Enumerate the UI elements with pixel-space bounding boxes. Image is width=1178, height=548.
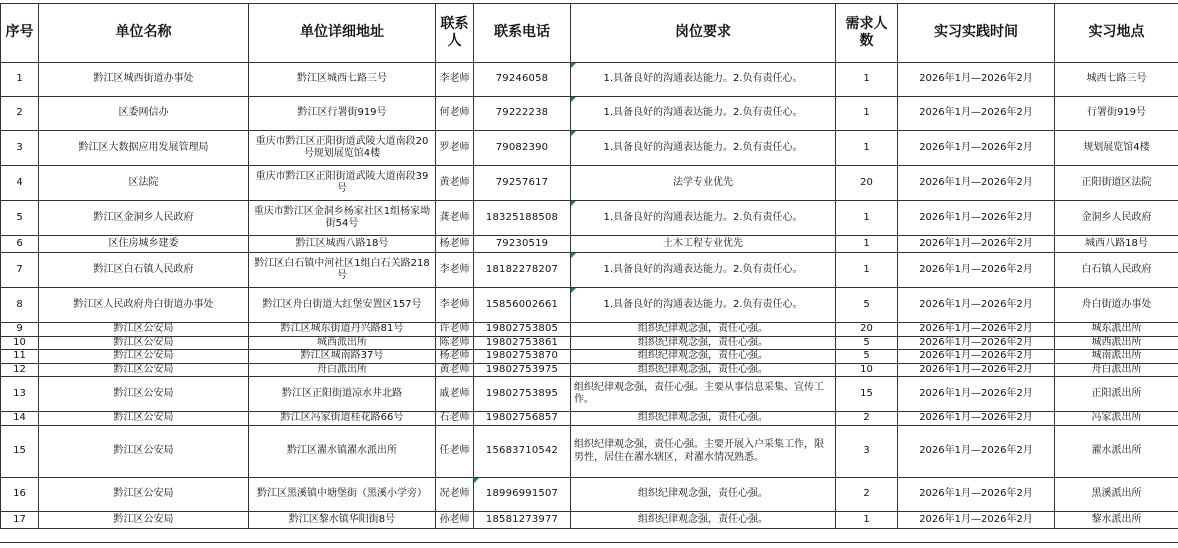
cell-address: 舟白派出所 [249, 363, 436, 377]
cell-address: 城西派出所 [249, 336, 436, 350]
cell-phone: 15856002661 [474, 288, 571, 323]
cell-contact: 李老师 [436, 63, 474, 97]
cell-place: 濯水派出所 [1055, 426, 1178, 478]
cell-phone: 19802753975 [474, 363, 571, 377]
cell-requirement: 1.具备良好的沟通表达能力。2.负有责任心。 [571, 131, 836, 166]
cell-phone: 79222238 [474, 97, 571, 131]
cell-seq: 3 [1, 131, 39, 166]
cell-place: 正阳派出所 [1055, 377, 1178, 412]
table-row [1, 323, 1178, 337]
cell-requirement: 组织纪律观念强，责任心强。主要开展入户采集工作，限男性，居住在濯水辖区，对濯水情况熟悉。 [571, 426, 836, 478]
cell-place: 行署街919号 [1055, 97, 1178, 131]
cell-phone: 79082390 [474, 131, 571, 166]
cell-requirement: 土木工程专业优先 [571, 236, 836, 253]
partial-next-row [0, 542, 1178, 548]
cell-seq: 13 [1, 377, 39, 412]
cell-unit: 黔江区公安局 [39, 323, 249, 337]
cell-address: 重庆市黔江区正阳街道武陵大道南段39号 [249, 166, 436, 201]
table-row [1, 350, 1178, 364]
cell-count: 2 [836, 478, 898, 512]
cell-requirement: 组织纪律观念强，责任心强。 [571, 350, 836, 364]
cell-contact: 杨老师 [436, 236, 474, 253]
internship-table [0, 3, 1178, 529]
cell-requirement: 组织纪律观念强，责任心强。 [571, 323, 836, 337]
cell-place: 正阳街道区法院 [1055, 166, 1178, 201]
cell-seq: 17 [1, 512, 39, 529]
header-count: 需求人数 [836, 4, 898, 63]
cell-seq: 4 [1, 166, 39, 201]
cell-place: 城西派出所 [1055, 336, 1178, 350]
table-row [1, 412, 1178, 426]
header-seq: 序号 [1, 4, 39, 63]
table-row [1, 512, 1178, 529]
cell-address: 黔江区黎水镇华阳街8号 [249, 512, 436, 529]
cell-unit: 黔江区公安局 [39, 377, 249, 412]
header-requirement: 岗位要求 [571, 4, 836, 63]
header-unit: 单位名称 [39, 4, 249, 63]
cell-contact: 罗老师 [436, 131, 474, 166]
cell-period: 2026年1月—2026年2月 [898, 288, 1055, 323]
cell-seq: 8 [1, 288, 39, 323]
cell-seq: 1 [1, 63, 39, 97]
cell-phone: 18996991507 [474, 478, 571, 512]
cell-address: 黔江区白石镇中河社区1组白石关路218号 [249, 253, 436, 288]
cell-address: 黔江区城西八路18号 [249, 236, 436, 253]
cell-contact: 况老师 [436, 478, 474, 512]
cell-contact: 黄老师 [436, 166, 474, 201]
cell-count: 5 [836, 336, 898, 350]
cell-unit: 区法院 [39, 166, 249, 201]
cell-count: 10 [836, 363, 898, 377]
header-address: 单位详细地址 [249, 4, 436, 63]
table-row [1, 166, 1178, 201]
cell-place: 舟白派出所 [1055, 363, 1178, 377]
cell-seq: 7 [1, 253, 39, 288]
cell-requirement: 1.具备良好的沟通表达能力。2.负有责任心。 [571, 63, 836, 97]
cell-place: 规划展览馆4楼 [1055, 131, 1178, 166]
cell-address: 黔江区城西七路三号 [249, 63, 436, 97]
header-row [1, 4, 1178, 63]
table-row [1, 201, 1178, 236]
cell-contact: 杨老师 [436, 350, 474, 364]
cell-count: 20 [836, 323, 898, 337]
cell-seq: 9 [1, 323, 39, 337]
cell-count: 1 [836, 253, 898, 288]
cell-contact: 任老师 [436, 426, 474, 478]
cell-phone: 18581273977 [474, 512, 571, 529]
header-phone: 联系电话 [474, 4, 571, 63]
cell-requirement: 1.具备良好的沟通表达能力。2.负有责任心。 [571, 253, 836, 288]
cell-count: 1 [836, 97, 898, 131]
cell-place: 金洞乡人民政府 [1055, 201, 1178, 236]
cell-place: 城西八路18号 [1055, 236, 1178, 253]
cell-unit: 黔江区城西街道办事处 [39, 63, 249, 97]
header-place: 实习地点 [1055, 4, 1178, 63]
cell-address: 黔江区濯水镇濯水派出所 [249, 426, 436, 478]
cell-count: 3 [836, 426, 898, 478]
cell-requirement: 1.具备良好的沟通表达能力。2.负有责任心。 [571, 288, 836, 323]
table-row [1, 336, 1178, 350]
cell-address: 重庆市黔江区正阳街道武陵大道南段20号规划展览馆4楼 [249, 131, 436, 166]
cell-contact: 何老师 [436, 97, 474, 131]
cell-unit: 黔江区金洞乡人民政府 [39, 201, 249, 236]
cell-contact: 许老师 [436, 323, 474, 337]
cell-seq: 10 [1, 336, 39, 350]
cell-contact: 李老师 [436, 253, 474, 288]
cell-place: 冯家派出所 [1055, 412, 1178, 426]
cell-phone: 79230519 [474, 236, 571, 253]
cell-seq: 6 [1, 236, 39, 253]
cell-contact: 戚老师 [436, 377, 474, 412]
table-row [1, 97, 1178, 131]
table-row [1, 478, 1178, 512]
table-row [1, 253, 1178, 288]
cell-phone: 15683710542 [474, 426, 571, 478]
cell-unit: 黔江区白石镇人民政府 [39, 253, 249, 288]
cell-period: 2026年1月—2026年2月 [898, 363, 1055, 377]
cell-count: 1 [836, 201, 898, 236]
cell-contact: 黄老师 [436, 363, 474, 377]
cell-phone: 19802753861 [474, 336, 571, 350]
cell-requirement: 组织纪律观念强，责任心强。 [571, 512, 836, 529]
cell-unit: 黔江区公安局 [39, 478, 249, 512]
cell-count: 5 [836, 288, 898, 323]
table-row [1, 426, 1178, 478]
cell-contact: 李老师 [436, 288, 474, 323]
cell-place: 黑溪派出所 [1055, 478, 1178, 512]
cell-requirement: 组织纪律观念强，责任心强。 [571, 478, 836, 512]
cell-period: 2026年1月—2026年2月 [898, 253, 1055, 288]
cell-count: 1 [836, 63, 898, 97]
cell-unit: 黔江区公安局 [39, 336, 249, 350]
cell-unit: 黔江区大数据应用发展管理局 [39, 131, 249, 166]
cell-phone: 19802756857 [474, 412, 571, 426]
cell-phone: 79257617 [474, 166, 571, 201]
table-row [1, 288, 1178, 323]
cell-period: 2026年1月—2026年2月 [898, 63, 1055, 97]
cell-unit: 黔江区公安局 [39, 412, 249, 426]
cell-contact: 石老师 [436, 412, 474, 426]
cell-address: 重庆市黔江区金洞乡杨家社区1组杨家坳街54号 [249, 201, 436, 236]
cell-unit: 区住房城乡建委 [39, 236, 249, 253]
cell-address: 黔江区城南路37号 [249, 350, 436, 364]
table-row [1, 236, 1178, 253]
cell-unit: 黔江区人民政府舟白街道办事处 [39, 288, 249, 323]
cell-address: 黔江区黑溪镇中塘堡街（黑溪小学旁） [249, 478, 436, 512]
cell-period: 2026年1月—2026年2月 [898, 236, 1055, 253]
cell-place: 白石镇人民政府 [1055, 253, 1178, 288]
cell-period: 2026年1月—2026年2月 [898, 97, 1055, 131]
table-row [1, 63, 1178, 97]
cell-phone: 79246058 [474, 63, 571, 97]
cell-period: 2026年1月—2026年2月 [898, 377, 1055, 412]
cell-period: 2026年1月—2026年2月 [898, 412, 1055, 426]
cell-count: 20 [836, 166, 898, 201]
cell-phone: 18325188508 [474, 201, 571, 236]
cell-phone: 19802753805 [474, 323, 571, 337]
cell-unit: 黔江区公安局 [39, 350, 249, 364]
cell-contact: 孙老师 [436, 512, 474, 529]
header-contact: 联系人 [436, 4, 474, 63]
table-row [1, 377, 1178, 412]
header-period: 实习实践时间 [898, 4, 1055, 63]
cell-count: 2 [836, 412, 898, 426]
cell-address: 黔江区行署街919号 [249, 97, 436, 131]
cell-count: 1 [836, 236, 898, 253]
cell-period: 2026年1月—2026年2月 [898, 201, 1055, 236]
cell-period: 2026年1月—2026年2月 [898, 166, 1055, 201]
cell-period: 2026年1月—2026年2月 [898, 426, 1055, 478]
cell-address: 黔江区冯家街道桂花路66号 [249, 412, 436, 426]
cell-place: 黎水派出所 [1055, 512, 1178, 529]
cell-place: 城东派出所 [1055, 323, 1178, 337]
cell-requirement: 法学专业优先 [571, 166, 836, 201]
cell-seq: 5 [1, 201, 39, 236]
cell-place: 舟白街道办事处 [1055, 288, 1178, 323]
cell-requirement: 组织纪律观念强，责任心强。 [571, 412, 836, 426]
cell-unit: 黔江区公安局 [39, 363, 249, 377]
cell-requirement: 组织纪律观念强，责任心强。 [571, 363, 836, 377]
cell-requirement: 组织纪律观念强，责任心强。主要从事信息采集、宣传工作。 [571, 377, 836, 412]
cell-seq: 2 [1, 97, 39, 131]
cell-unit: 区委网信办 [39, 97, 249, 131]
cell-contact: 陈老师 [436, 336, 474, 350]
cell-requirement: 1.具备良好的沟通表达能力。2.负有责任心。 [571, 97, 836, 131]
cell-address: 黔江区正阳街道凉水井北路 [249, 377, 436, 412]
table-row [1, 363, 1178, 377]
cell-address: 黔江区城东街道丹兴路81号 [249, 323, 436, 337]
cell-seq: 12 [1, 363, 39, 377]
cell-seq: 16 [1, 478, 39, 512]
cell-period: 2026年1月—2026年2月 [898, 350, 1055, 364]
cell-period: 2026年1月—2026年2月 [898, 336, 1055, 350]
cell-count: 1 [836, 512, 898, 529]
cell-requirement: 组织纪律观念强，责任心强。 [571, 336, 836, 350]
table-row [1, 131, 1178, 166]
cell-unit: 黔江区公安局 [39, 426, 249, 478]
cell-phone: 19802753895 [474, 377, 571, 412]
cell-seq: 14 [1, 412, 39, 426]
cell-period: 2026年1月—2026年2月 [898, 323, 1055, 337]
cell-period: 2026年1月—2026年2月 [898, 131, 1055, 166]
cell-seq: 11 [1, 350, 39, 364]
cell-requirement: 1.具备良好的沟通表达能力。2.负有责任心。 [571, 201, 836, 236]
cell-unit: 黔江区公安局 [39, 512, 249, 529]
cell-count: 15 [836, 377, 898, 412]
cell-address: 黔江区舟白街道大红堡安置区157号 [249, 288, 436, 323]
cell-phone: 18182278207 [474, 253, 571, 288]
cell-place: 城西七路三号 [1055, 63, 1178, 97]
cell-seq: 15 [1, 426, 39, 478]
cell-place: 城南派出所 [1055, 350, 1178, 364]
cell-phone: 19802753870 [474, 350, 571, 364]
cell-count: 1 [836, 131, 898, 166]
cell-contact: 龚老师 [436, 201, 474, 236]
cell-period: 2026年1月—2026年2月 [898, 478, 1055, 512]
cell-count: 5 [836, 350, 898, 364]
cell-period: 2026年1月—2026年2月 [898, 512, 1055, 529]
